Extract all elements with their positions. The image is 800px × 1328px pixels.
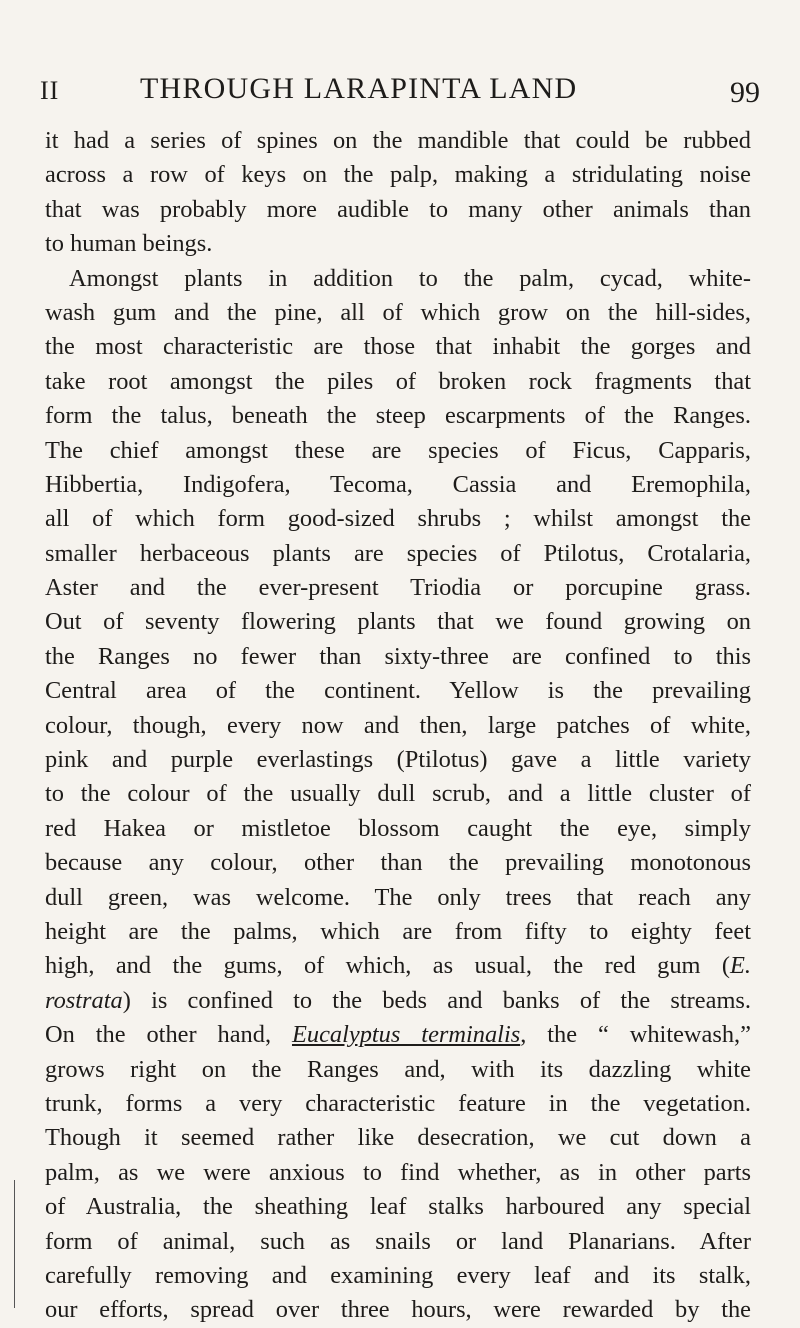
running-head [40, 68, 760, 108]
text-line: The chief amongst these are species of Ficus, Capparis, [45, 436, 751, 464]
text-line: colour, though, every now and then, large patches of white, [45, 711, 751, 739]
text-line: the Ranges no fewer than sixty-three are confined to this [45, 642, 751, 670]
text-line: carefully removing and examining every leaf and its stalk, [45, 1261, 751, 1289]
text-segment: ) is confined to the beds and banks of the streams. [122, 986, 751, 1014]
text-line: our efforts, spread over three hours, were rewarded by the [45, 1296, 751, 1324]
text-line [45, 1018, 751, 1052]
text-line [45, 984, 751, 1018]
text-line: pink and purple everlastings (Ptilotus) gave a little variety [45, 746, 751, 774]
page-edge-line [14, 1180, 15, 1308]
text-line [45, 949, 751, 983]
chapter-number: II [40, 76, 60, 105]
body-text [45, 124, 751, 1328]
text-line: grows right on the Ranges and, with its dazzling white [45, 1055, 751, 1083]
text-line: it had a series of spines on the mandible that could be rubbed [45, 127, 751, 154]
text-line: that was probably more audible to many other animals than [45, 195, 751, 223]
text-line: because any colour, other than the prevailing monotonous [45, 849, 751, 877]
text-line: all of which form good-sized shrubs ; whilst amongst the [45, 505, 751, 533]
text-line: wash gum and the pine, all of which grow on the hill-sides, [45, 298, 751, 326]
text-line: to the colour of the usually dull scrub, and a little cluster of [45, 780, 751, 808]
paragraph-start-line: Amongst plants in addition to the palm, cycad, white- [69, 264, 751, 292]
text-line: form of animal, such as snails or land Planarians. After [45, 1227, 751, 1255]
text-segment: On the other hand, [45, 1021, 292, 1049]
text-line: Out of seventy flowering plants that we found growing on [45, 608, 751, 636]
italic-text: rostrata [45, 986, 123, 1014]
text-line: form the talus, beneath the steep escarpments of the Ranges. [45, 402, 751, 430]
text-line: of Australia, the sheathing leaf stalks harboured any special [45, 1193, 751, 1221]
text-line: the most characteristic are those that inhabit the gorges and [45, 333, 751, 361]
running-title: THROUGH LARAPINTA LAND [140, 72, 578, 105]
text-line: dull green, was welcome. The only trees that reach any [45, 883, 751, 911]
text-line: take root amongst the piles of broken rock fragments that [45, 367, 751, 395]
text-line: Aster and the ever-present Triodia or porcupine grass. [45, 574, 751, 602]
text-line: to human beings. [45, 230, 213, 258]
text-line: trunk, forms a very characteristic feature in the vegetation. [45, 1089, 751, 1117]
text-line: across a row of keys on the palp, making a stridulating noise [45, 161, 751, 189]
text-segment: high, and the gums, of which, as usual, the red gum ( [45, 952, 730, 980]
text-line: palm, as we were anxious to find whether, as in other parts [45, 1158, 751, 1186]
text-line: Though it seemed rather like desecration, we cut down a [45, 1124, 751, 1152]
text-line: red Hakea or mistletoe blossom caught the eye, simply [45, 814, 751, 842]
italic-underlined-text: Eucalyptus terminalis [291, 1021, 521, 1049]
text-segment: , the “ whitewash,” [520, 1021, 751, 1049]
text-line: Central area of the continent. Yellow is the prevailing [45, 677, 751, 705]
text-line: height are the palms, which are from fifty to eighty feet [45, 917, 751, 945]
italic-text: E. [730, 952, 751, 980]
text-line: smaller herbaceous plants are species of Ptilotus, Crotalaria, [45, 539, 751, 567]
page-number: 99 [730, 76, 760, 109]
text-line: Hibbertia, Indigofera, Tecoma, Cassia and Eremophila, [45, 470, 751, 498]
